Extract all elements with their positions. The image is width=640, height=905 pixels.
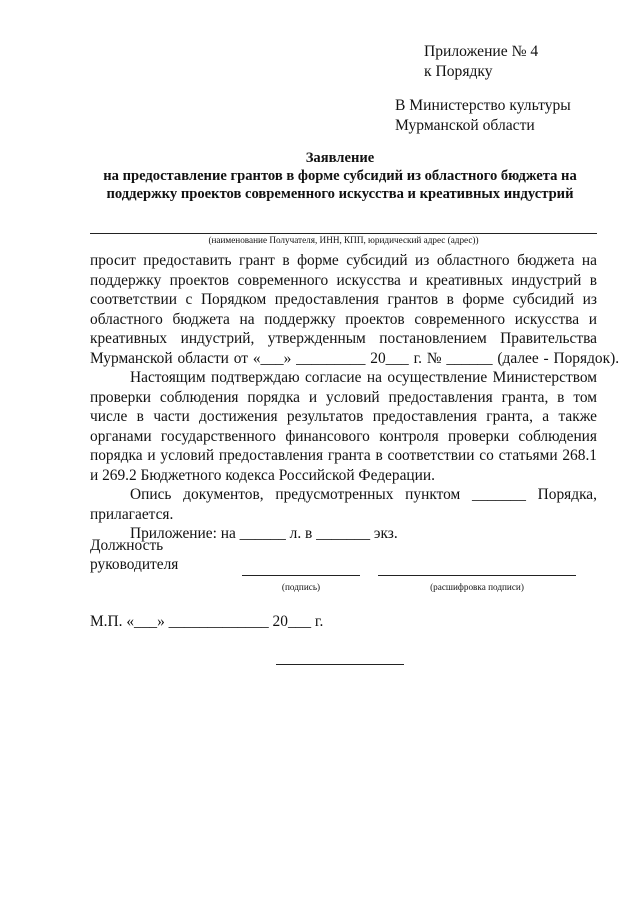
consent-paragraph: Настоящим подтверждаю согласие на осуществление Министерством проверки соблюдения порядка и условий предоставления гранта, в том числе в части достижения результатов предоставления гранта, а также органами государственного финансового контроля проверки соблюдения порядка и условий предоставления гранта в соответствии со статьями 268.1 и 269.2 Бюджетного кодекса Российской Федерации. bbox=[90, 369, 597, 484]
position-label-line-2: руководителя bbox=[90, 556, 179, 573]
inventory-paragraph: Опись документов, предусмотренных пунктом _______ Порядка, прилагается. bbox=[90, 486, 597, 523]
document-subtitle-line-2: поддержку проектов современного искусства и креативных индустрий bbox=[106, 186, 574, 202]
document-subtitle-line-1: на предоставление грантов в форме субсидий из областного бюджета на bbox=[103, 168, 577, 184]
signature-decoding-caption: (расшифровка подписи) bbox=[430, 582, 524, 592]
addressee-line-2: Мурманской области bbox=[395, 117, 535, 134]
recipient-fill-line bbox=[90, 233, 597, 234]
statement-paragraph-1: просит предоставить грант в форме субсидий из областного бюджета на поддержку проектов современного искусства и креативных индустрий в соответствии с Порядком предоставления грантов в форме субсидий из областного бюджета на поддержку проектов современного искусства и креативных индустрий, утвержденным постановлением Правительства bbox=[90, 252, 597, 347]
recipient-caption: (наименование Получателя, ИНН, КПП, юридический адрес (адрес)) bbox=[208, 235, 479, 245]
position-label-line-1: Должность bbox=[90, 537, 164, 554]
closing-separator bbox=[276, 664, 404, 665]
stamp-date-line: М.П. «___» _____________ 20___ г. bbox=[90, 613, 324, 630]
addressee-line-1: В Министерство культуры bbox=[395, 97, 571, 114]
statement-body bbox=[90, 251, 620, 544]
appendix-number: Приложение № 4 bbox=[424, 43, 539, 60]
signature-decoding-fill-line bbox=[378, 575, 576, 576]
appendix-reference: к Порядку bbox=[424, 63, 493, 80]
attachment-paragraph: Приложение: на ______ л. в _______ экз. bbox=[130, 525, 398, 542]
statement-paragraph-1-end: Мурманской области от «___» _________ 20___ г. № ______ (далее - Порядок). bbox=[90, 349, 620, 367]
signature-caption: (подпись) bbox=[281, 582, 321, 592]
document-title: Заявление bbox=[305, 150, 375, 166]
signature-fill-line bbox=[242, 575, 360, 576]
